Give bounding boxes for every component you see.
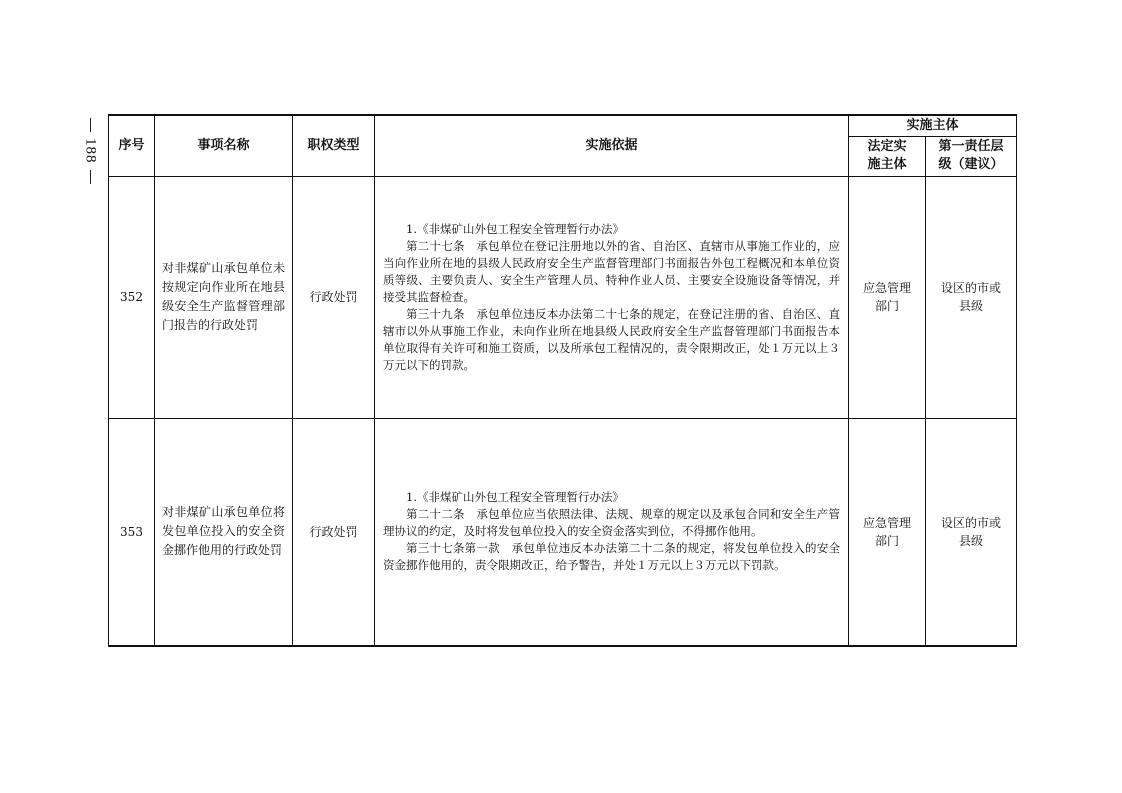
row-power-type: 行政处罚 xyxy=(293,418,375,646)
row-basis xyxy=(375,176,849,418)
row-item-name: 对非煤矿山承包单位未按规定向作业所在地县级安全生产监督管理部门报告的行政处罚 xyxy=(155,176,293,418)
basis-article: 第三十七条第一款 承包单位违反本办法第二十二条的规定，将发包单位投入的安全资金挪作他用的，责令限期改正，给予警告，并处１万元以上３万元以下罚款。 xyxy=(383,541,840,573)
basis-article: 第三十九条 承包单位违反本办法第二十七条的规定，在登记注册的省、自治区、直辖市以外从事施工作业，未向作业所在地县级人民政府安全生产监督管理部门书面报告本单位取得有关许可和施工资质，以及所承包工程情况的，责令限期改正，处１万元以上３万元以下的罚款。 xyxy=(383,306,840,372)
row-responsibility-text: 设区的市或县级 xyxy=(941,515,1002,548)
page-number-dash-bottom xyxy=(90,170,91,184)
row-legal-subject xyxy=(849,176,926,418)
row-item-name: 对非煤矿山承包单位将发包单位投入的安全资金挪作他用的行政处罚 xyxy=(155,418,293,646)
header-basis: 实施依据 xyxy=(375,115,849,176)
row-responsibility xyxy=(926,418,1017,646)
basis-article: 第二十二条 承包单位应当依照法律、法规、规章的规定以及承包合同和安全生产管理协议的约定，及时将发包单位投入的安全资金落实到位，不得挪作他用。 xyxy=(383,507,840,539)
row-legal-subject-text: 应急管理部门 xyxy=(862,515,911,548)
header-responsibility xyxy=(926,136,1017,176)
row-responsibility-text: 设区的市或县级 xyxy=(941,281,1002,313)
row-basis xyxy=(375,418,849,646)
table-row xyxy=(109,418,1017,646)
row-seq: 353 xyxy=(109,418,155,646)
header-subject-group: 实施主体 xyxy=(849,115,1017,136)
header-seq: 序号 xyxy=(109,115,155,176)
header-name: 事项名称 xyxy=(155,115,293,176)
basis-regulation-title: 1.《非煤矿山外包工程安全管理暂行办法》 xyxy=(406,490,624,505)
row-legal-subject-text: 应急管理部门 xyxy=(862,281,911,313)
table-row xyxy=(109,176,1017,418)
header-legal-subject-text: 法定实施主体 xyxy=(867,139,907,172)
header-legal-subject xyxy=(849,136,926,176)
header-responsibility-text: 第一责任层级（建议） xyxy=(938,139,1004,172)
basis-article: 第二十七条 承包单位在登记注册地以外的省、自治区、直辖市从事施工作业的，应当向作业所在地的县级人民政府安全生产监督管理部门书面报告外包工程概况和本单位资质等级、主要负责人、安全生产管理人员、特种作业人员、主要安全设施设备等情况，并接受其监督检查。 xyxy=(383,238,840,304)
basis-regulation-title: 1.《非煤矿山外包工程安全管理暂行办法》 xyxy=(406,221,624,236)
row-power-type: 行政处罚 xyxy=(293,176,375,418)
administrative-penalty-table xyxy=(108,114,1017,647)
row-responsibility xyxy=(926,176,1017,418)
page-number: 188 xyxy=(82,138,99,164)
page-number-marker xyxy=(70,118,110,218)
page-number-dash-top xyxy=(90,118,91,132)
row-legal-subject xyxy=(849,418,926,646)
header-type: 职权类型 xyxy=(293,115,375,176)
row-seq: 352 xyxy=(109,176,155,418)
